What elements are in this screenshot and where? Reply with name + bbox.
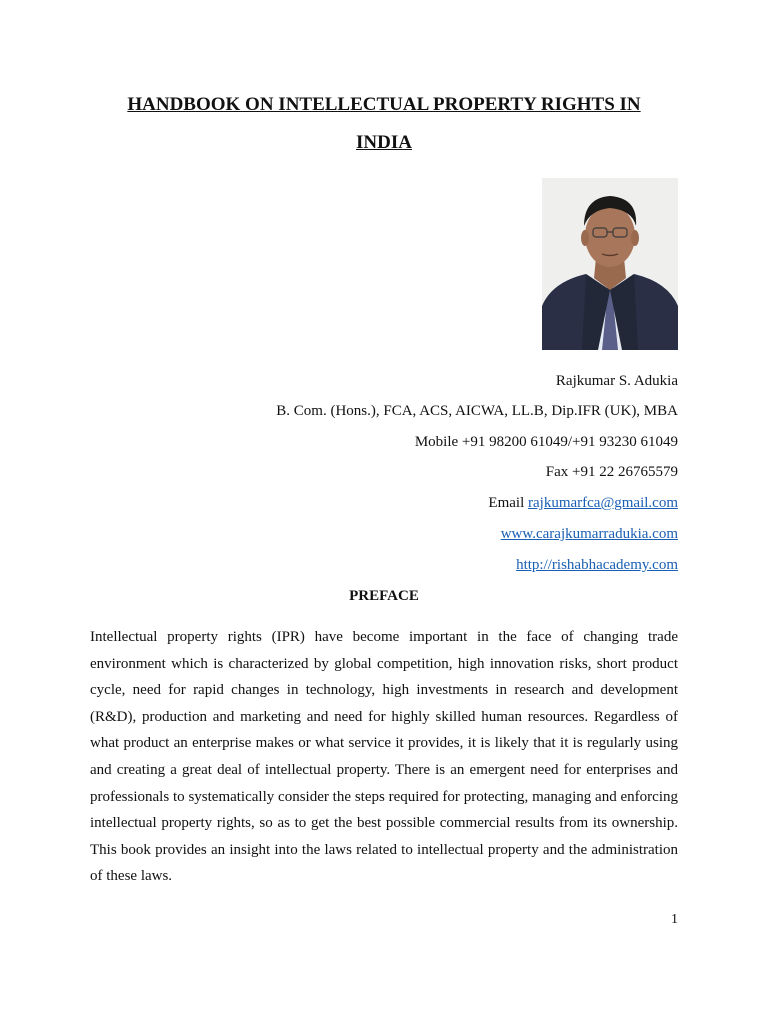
preface-paragraph: Intellectual property rights (IPR) have become important in the face of changing trade environment which is characterized by global competition, high innovation risks, short product cycle, need for rapid changes in technology, high investments in research and development (R&D), production and marketing and need for highly skilled human resources. Regardless of what product an enterprise makes or what service it provides, it is likely that it is regularly using and creating a great deal of intellectual property. There is an emergent need for enterprises and professionals to systematically consider the steps required for protecting, managing and enforcing intellectual property rights, so as to get the best possible commercial results from its ownership. This book provides an insight into the laws related to intellectual property and the administration of these laws. xyxy=(90,629,678,885)
author-fax: Fax +91 22 26765579 xyxy=(545,464,678,480)
website-line-2 xyxy=(516,556,678,574)
page-number: 1 xyxy=(671,912,678,927)
author-email-line xyxy=(488,494,678,512)
document-title-line1: HANDBOOK ON INTELLECTUAL PROPERTY RIGHTS IN xyxy=(127,94,641,115)
website-link-1[interactable]: www.carajkumarradukia.com xyxy=(500,526,678,542)
author-photo xyxy=(542,178,678,350)
website-link-2[interactable]: http://rishabhacademy.com xyxy=(516,557,678,573)
website-line-1 xyxy=(501,525,678,543)
preface-heading: PREFACE xyxy=(349,588,419,604)
email-label: Email xyxy=(488,495,528,511)
author-qualifications: B. Com. (Hons.), FCA, ACS, AICWA, LL.B, Dip.IFR (UK), MBA xyxy=(276,403,678,419)
author-mobile: Mobile +91 98200 61049/+91 93230 61049 xyxy=(414,434,678,450)
email-link[interactable]: rajkumarfca@gmail.com xyxy=(528,495,678,511)
document-title-line2: INDIA xyxy=(356,132,412,153)
author-name: Rajkumar S. Adukia xyxy=(555,373,678,389)
